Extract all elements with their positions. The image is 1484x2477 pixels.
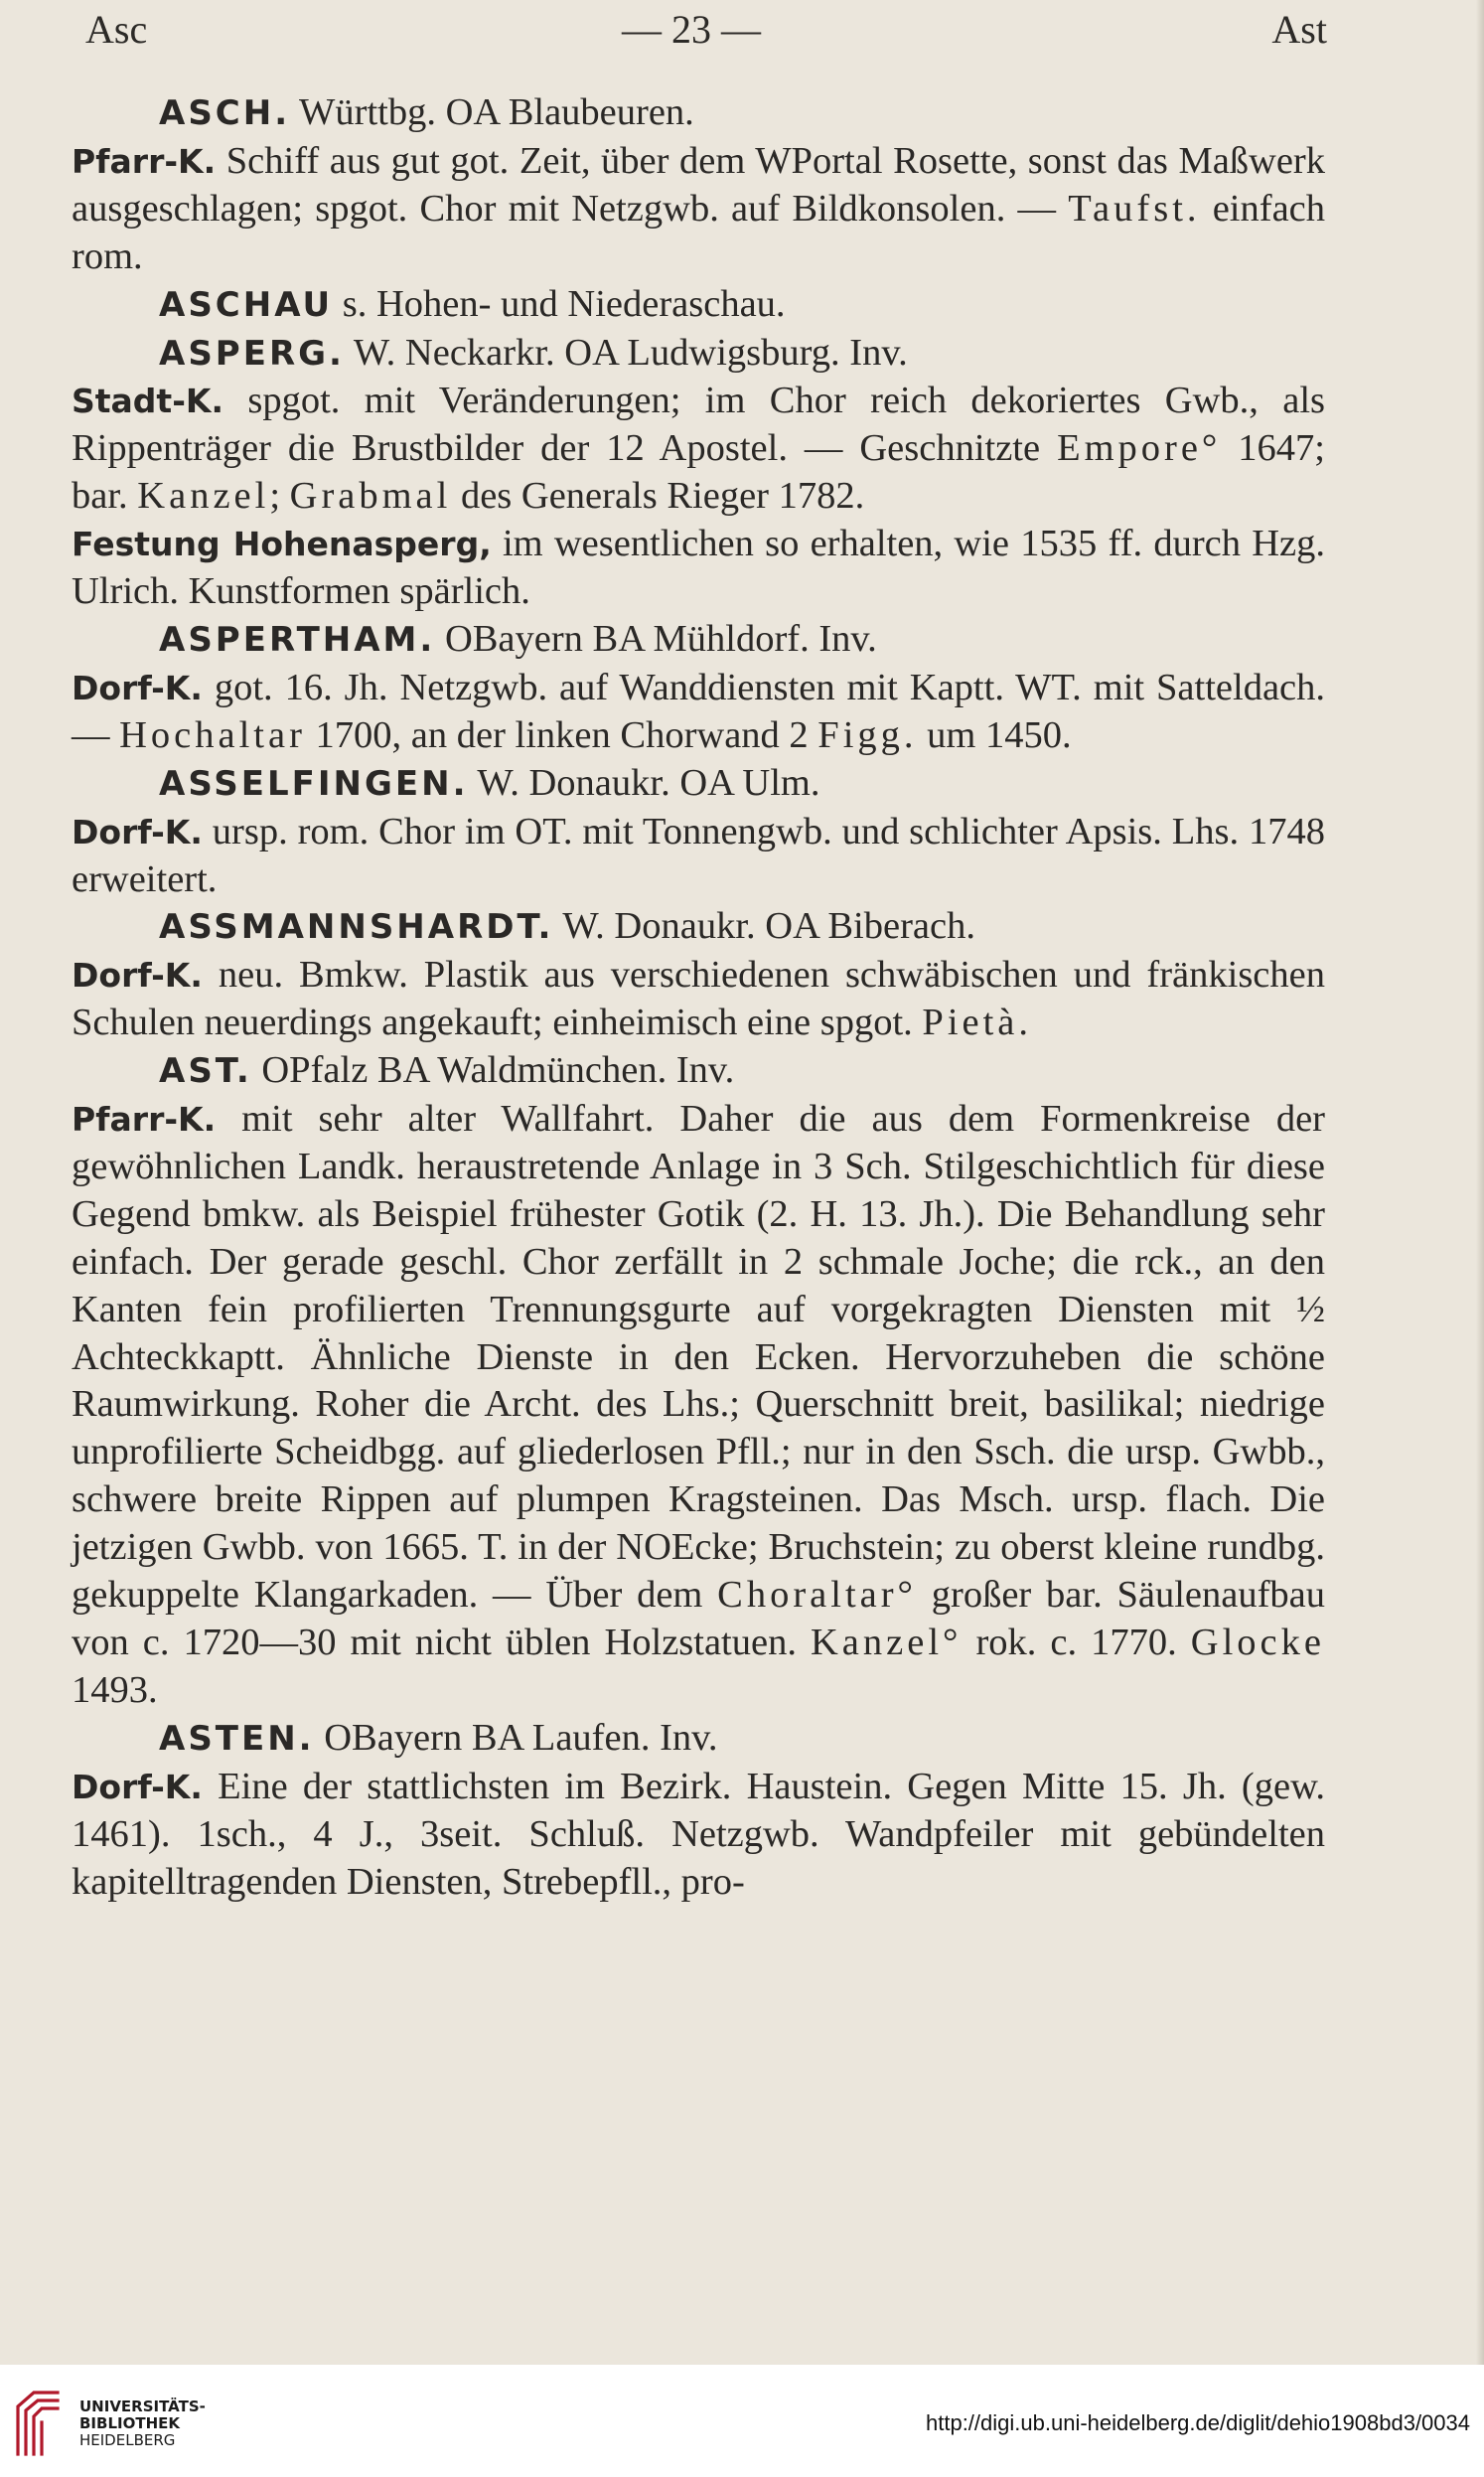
description-text: rok. c. 1770. <box>962 1622 1191 1663</box>
spaced-term: Pietà. <box>922 1002 1033 1044</box>
footer-bar <box>0 2365 1484 2477</box>
description-text: got. 16. Jh. Netzgwb. auf Wanddiensten mit Kaptt. WT. mit Satteldach. — <box>72 666 1325 756</box>
entry-location: OBayern BA Laufen. Inv. <box>314 1716 718 1759</box>
entry-headword: ASCH. <box>159 93 291 133</box>
dictionary-entry <box>72 616 1325 665</box>
dictionary-entry <box>72 1715 1325 1764</box>
building-type-label: Pfarr-K. <box>72 1100 217 1140</box>
dictionary-entry <box>72 89 1325 138</box>
spaced-term: Glocke <box>1190 1622 1325 1663</box>
description-text: im wesentlichen so erhalten, wie 1535 ff. durch Hzg. Ulrich. Kunstformen spärlich. <box>72 523 1325 613</box>
description-text: Eine der stattlichsten im Bezirk. Haustein. Gegen Mitte 15. Jh. (gew. 1461). 1sch., 4 J., 3seit. Schluß. Netzgwb. Wandpfeiler mit gebündelten kapitelltragenden Diensten, Strebepfll., pro- <box>72 1765 1325 1903</box>
description-text: um 1450. <box>917 713 1072 756</box>
description-text: 1700, an der linken Chorwand 2 <box>305 713 818 756</box>
library-name-line-3: HEIDELBERG <box>79 2431 176 2449</box>
entry-location: OBayern BA Mühldorf. Inv. <box>435 617 877 660</box>
description-text: neu. Bmkw. Plastik aus verschiedenen schwäbischen und fränkischen Schulen neuerdings angekauft; einheimisch eine spgot. <box>72 954 1325 1044</box>
building-type-label: Pfarr-K. <box>72 141 217 181</box>
entry-description <box>72 952 1325 1047</box>
entry-description <box>72 665 1325 760</box>
entry-location: W. Donaukr. OA Biberach. <box>553 905 975 948</box>
entry-location: OPfalz BA Waldmünchen. Inv. <box>251 1049 735 1092</box>
entry-location: Württbg. OA Blaubeuren. <box>290 91 694 133</box>
building-type-label: Festung Hohenasperg, <box>72 525 492 564</box>
spaced-term: Figg. <box>817 713 918 756</box>
entry-headword: ASPERG. <box>159 333 345 374</box>
description-text: ; <box>269 475 290 518</box>
description-text: spgot. mit Veränderungen; im Chor reich dekoriertes Gwb., als Rippenträger die Brustbilder der 12 Apostel. — Geschnitzte <box>72 380 1325 470</box>
description-text: mit sehr alter Wallfahrt. Daher die aus dem Formenkreise der gewöhnlichen Landk. heraustretende Anlage in 3 Sch. Stilgeschichtlich für diese Gegend bmkw. als Beispiel frühester Gotik (2. H. 13. Jh.). Die Behandlung sehr einfach. Der gerade geschl. Chor zerfällt in 2 schmale Joche; die rck., an den Kanten fein profilierten Trennungsgurte auf vorgekragten Diensten mit ½ Achteckkaptt. Ähnliche Dienste in den Ecken. Hervorzuheben die schöne Raumwirkung. Roher die Archt. des Lhs.; Querschnitt breit, basilikal; niedrige unprofilierte Scheidbgg. auf gliederlosen Pfll.; nur in den Ssch. die ursp. Gwbb., schwere breite Rippen auf plumpen Kragsteinen. Das Msch. ursp. flach. Die jetzigen Gwbb. von 1665. T. in der NOEcke; Bruchstein; zu oberst kleine rundbg. gekuppelte Klangarkaden. — Über dem <box>72 1098 1325 1617</box>
header-left-guideword: Asc <box>85 7 148 52</box>
dictionary-text-body <box>72 89 1325 1906</box>
entry-description <box>72 809 1325 904</box>
building-type-label: Stadt-K. <box>72 382 224 421</box>
dictionary-entry <box>72 760 1325 809</box>
dictionary-entry <box>72 330 1325 379</box>
entry-description <box>72 521 1325 616</box>
spaced-term: Kanzel° <box>811 1622 963 1663</box>
running-header <box>85 6 1327 56</box>
description-text: großer bar. Säulenaufbau von c. 1720—30 mit nicht üblen Holzstatuen. <box>72 1574 1326 1663</box>
building-type-label: Dorf-K. <box>72 956 203 996</box>
dictionary-entry <box>72 903 1325 952</box>
description-text: Schiff aus gut got. Zeit, über dem WPortal Rosette, sonst das Maßwerk ausgeschlagen; spgot. Chor mit Netzgwb. auf Bildkonsolen. — <box>72 139 1325 230</box>
entry-headword: ASSELFINGEN. <box>159 763 469 804</box>
entry-location: W. Neckarkr. OA Ludwigsburg. Inv. <box>344 331 908 374</box>
entry-location: s. Hohen- und Niederaschau. <box>333 282 786 325</box>
description-text: 1493. <box>72 1668 158 1711</box>
entry-description <box>72 1096 1325 1715</box>
dictionary-entry <box>72 1047 1325 1096</box>
spaced-term: Kanzel <box>137 475 270 518</box>
page-edge-shadow <box>1476 0 1484 2365</box>
entry-headword: ASCHAU <box>159 284 334 325</box>
description-text: des Generals Rieger 1782. <box>451 475 865 518</box>
page-number: — 23 — <box>622 7 761 52</box>
library-name-line-1: UNIVERSITÄTS- <box>79 2398 206 2415</box>
entry-location: W. Donaukr. OA Ulm. <box>468 761 820 804</box>
entry-headword: ASTEN. <box>159 1718 315 1759</box>
spaced-term: Grabmal <box>289 475 452 518</box>
building-type-label: Dorf-K. <box>72 812 203 851</box>
entry-headword: ASSMANNSHARDT. <box>159 907 554 948</box>
source-url-link[interactable]: http://digi.ub.uni-heidelberg.de/diglit/dehio1908bd3/0034 <box>926 2410 1470 2435</box>
entry-description <box>72 378 1325 521</box>
spaced-term: Hochaltar <box>119 713 306 756</box>
description-text: 1647; bar. <box>72 427 1325 518</box>
description-text: einfach rom. <box>72 187 1325 277</box>
spaced-term: Taufst. <box>1068 187 1201 230</box>
header-right-guideword: Ast <box>1271 7 1327 52</box>
entry-headword: ASPERTHAM. <box>159 619 436 660</box>
spaced-term: Empore° <box>1057 427 1222 470</box>
dictionary-entry <box>72 281 1325 330</box>
entry-description <box>72 138 1325 281</box>
description-text: ursp. rom. Chor im OT. mit Tonnengwb. und schlichter Apsis. Lhs. 1748 erweitert. <box>72 810 1325 900</box>
library-name <box>79 2399 206 2449</box>
spaced-term: Choraltar° <box>717 1574 917 1617</box>
building-type-label: Dorf-K. <box>72 668 203 707</box>
entry-headword: AST. <box>159 1051 252 1092</box>
library-name-line-2: BIBLIOTHEK <box>79 2414 180 2432</box>
building-type-label: Dorf-K. <box>72 1767 203 1806</box>
university-library-logo-icon <box>14 2385 62 2456</box>
entry-description <box>72 1764 1325 1907</box>
